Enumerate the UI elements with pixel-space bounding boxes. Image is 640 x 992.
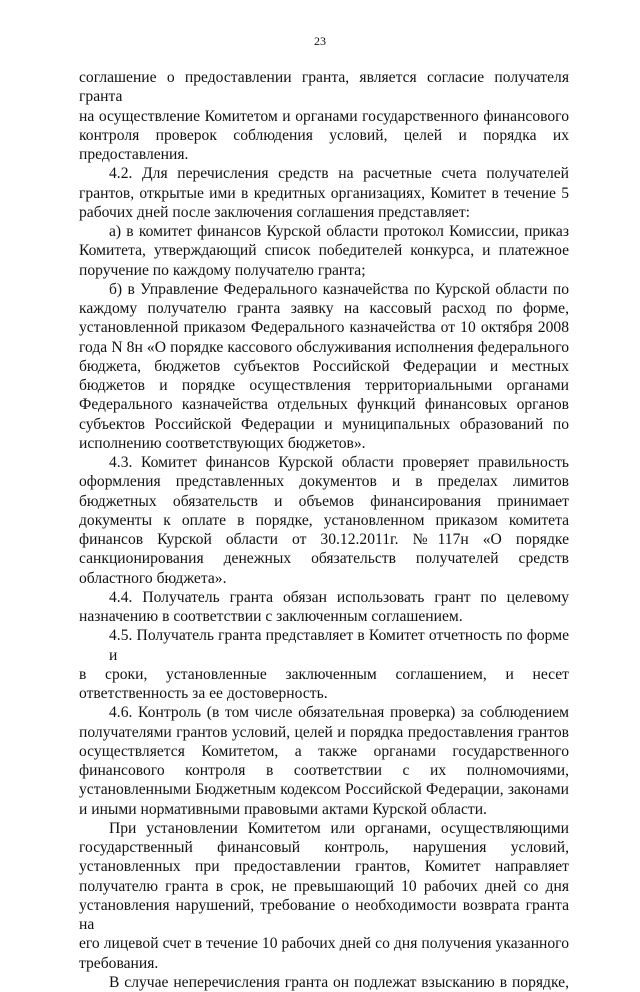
text-line: поручение по каждому получателю гранта; bbox=[79, 261, 366, 279]
text-line: финансов Курской области от 30.12.2011г. №117н «О порядке bbox=[79, 531, 569, 548]
text-line: установленных при предоставлении грантов, Комитет направляет bbox=[79, 858, 569, 876]
text-line: 4.4. Получатель гранта обязан использовать грант по целевому bbox=[109, 588, 569, 606]
text-line: Федерального казначейства отдельных функций финансовых органов bbox=[79, 396, 569, 414]
text-line: на осуществление Комитетом и органами государственного финансового bbox=[79, 107, 569, 125]
text-line: В случае неперечисления гранта он подлежат взысканию в порядке, bbox=[109, 973, 569, 991]
text-line: а) в комитет финансов Курской области протокол Комиссии, приказ bbox=[109, 223, 569, 240]
text-line: рабочих дней после заключения соглашения представляет: bbox=[79, 203, 470, 221]
text-line: Комитета, утверждающий список победителей конкурса, и платежное bbox=[79, 242, 569, 260]
text-line: его лицевой счет в течение 10 рабочих дней со дня получения указанного bbox=[79, 935, 569, 953]
text-line: года N 8н «О порядке кассового обслуживания исполнения федерального bbox=[79, 338, 569, 356]
text-line: исполнению соответствующих бюджетов». bbox=[79, 434, 366, 452]
text-line: получателями грантов условий, целей и порядка предоставления грантов bbox=[79, 723, 569, 741]
text-line: бюджетных обязательств и объемов финансирования принимает bbox=[79, 492, 569, 510]
text-line: бюджета, бюджетов субъектов Российской Федерации и местных bbox=[79, 357, 569, 375]
text-line: 4.6. Контроль (в том числе обязательная проверка) за соблюдением bbox=[109, 704, 569, 722]
text-line: государственный финансовый контроль, нарушения условий, bbox=[79, 839, 569, 856]
text-line: санкционирования денежных обязательств получателей средств bbox=[79, 550, 569, 568]
text-line: субъектов Российской Федерации и муниципальных образований по bbox=[79, 415, 569, 433]
text-line: контроля проверок соблюдения условий, целей и порядка их bbox=[79, 126, 569, 144]
document-body bbox=[79, 68, 569, 992]
text-line: в сроки, установленные заключенным соглашением, и несет bbox=[79, 665, 569, 683]
text-line: требования. bbox=[79, 954, 159, 972]
text-line: б) в Управление Федерального казначейства по Курской области по bbox=[109, 280, 569, 298]
text-line: документы к оплате в порядке, установленном приказом комитета bbox=[79, 511, 569, 529]
text-line: соглашение о предоставлении гранта, является согласие получателя гранта bbox=[79, 69, 569, 106]
text-line: установленной приказом Федерального казначейства от 10 октября 2008 bbox=[79, 319, 569, 337]
text-line: областного бюджета». bbox=[79, 569, 227, 587]
text-line: каждому получателю гранта заявку на кассовый расход по форме, bbox=[79, 300, 569, 317]
text-line: При установлении Комитетом или органами, осуществляющими bbox=[109, 819, 569, 837]
text-line: ответственность за ее достоверность. bbox=[79, 685, 328, 702]
text-line: и иными нормативными правовыми актами Курской области. bbox=[79, 800, 487, 818]
text-line: предоставления. bbox=[79, 146, 189, 163]
text-line: осуществляется Комитетом, а также органами государственного bbox=[79, 742, 569, 760]
text-line: получателю гранта в срок, не превышающий 10 рабочих дней со дня bbox=[79, 877, 569, 895]
text-line: 4.3. Комитет финансов Курской области проверяет правильность bbox=[109, 454, 569, 471]
text-line: установленными Бюджетным кодексом Российской Федерации, законами bbox=[79, 781, 569, 799]
text-line: 4.5. Получатель гранта представляет в Комитет отчетность по форме и bbox=[109, 627, 569, 664]
text-line: установления нарушений, требование о необходимости возврата гранта на bbox=[79, 896, 569, 933]
page-number: 23 bbox=[314, 34, 326, 48]
text-line: грантов, открытые ими в кредитных организациях, Комитет в течение 5 bbox=[79, 184, 569, 202]
text-line: финансового контроля в соответствии с их полномочиями, bbox=[79, 762, 569, 779]
text-line: назначению в соответствии с заключенным соглашением. bbox=[79, 608, 463, 625]
text-line: бюджетов и порядке осуществления территориальными органами bbox=[79, 377, 569, 394]
text-line: оформления представленных документов и в пределах лимитов bbox=[79, 473, 569, 491]
text-line: 4.2. Для перечисления средств на расчетные счета получателей bbox=[109, 165, 569, 183]
